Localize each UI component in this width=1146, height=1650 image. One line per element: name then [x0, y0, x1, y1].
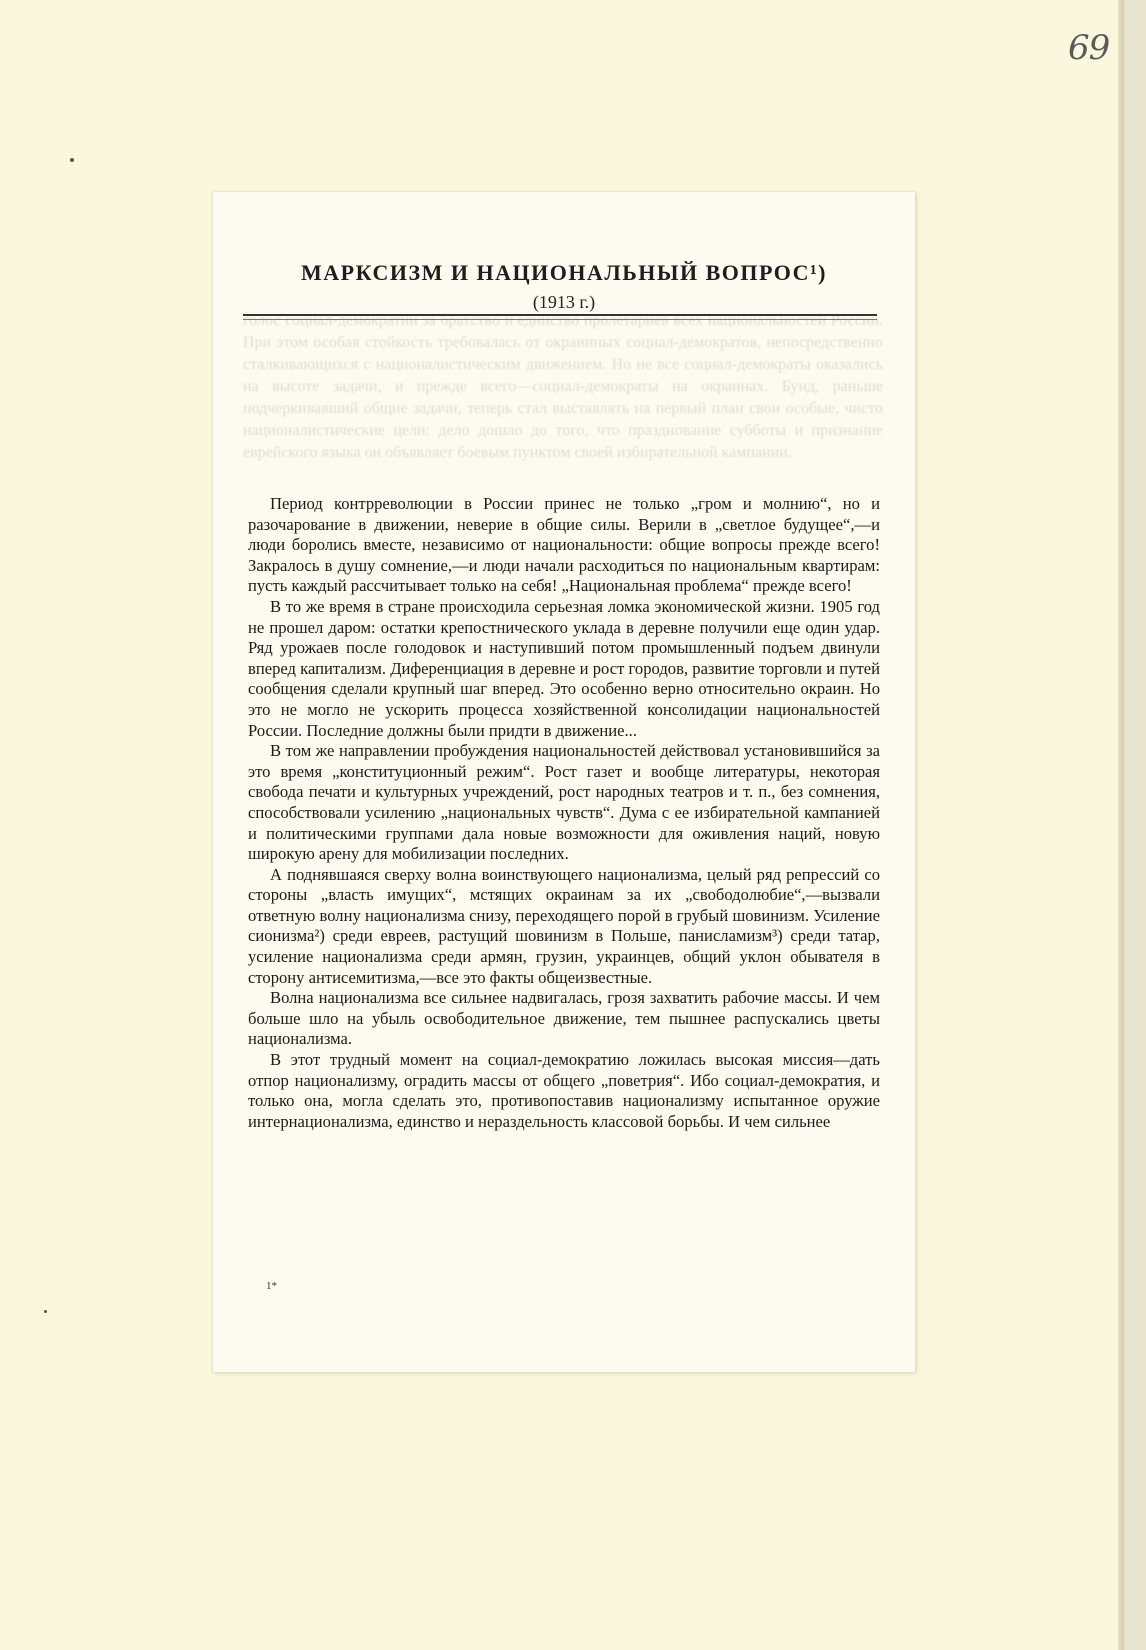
article-title: МАРКСИЗМ И НАЦИОНАЛЬНЫЙ ВОПРОС¹) — [301, 260, 827, 285]
signature-mark: 1* — [266, 1280, 277, 1292]
paragraph: В том же направлении пробуждения национальностей действовал установившийся за это время „конституционный режим“. Рост газет и вообще литературы, некоторая свобода печати и культурных учреждений, рост народных театров и т. п., без сомнения, способствовали усилению „национальных чувств“. Дума с ее избирательной кампанией и политическими группами дала новые возможности для оживления наций, новую широкую арену для мобилизации последних. — [248, 741, 880, 864]
paragraph: А поднявшаяся сверху волна воинствующего национализма, целый ряд репрессий со стороны „власть имущих“, мстящих окраинам за их „свободолюбие“,—вызвали ответную волну национализма снизу, переходящего порой в грубый шовинизм. Усиление сионизма²) среди евреев, растущий шовинизм в Польше, панисламизм³) среди татар, усиление национализма среди армян, грузин, украинцев, общий уклон обывателя в сторону антисемитизма,—все это факты общеизвестные. — [248, 864, 880, 987]
bleed-through-text: голос социал-демократии за братство и единство пролетариев всех национальностей России. При этом особая стойкость требовалась от окраинных социал-демократов, непосредственно сталкивающихся с националистическим движением. Но не все социал-демократы оказались на высоте задачи, и прежде всего—социал-демократы на окраинах. Бунд, раньше подчеркивавший общие задачи, теперь стал выставлять на первый план свои особые, чисто националистические цели: дело дошло до того, что празднование субботы и признание еврейского языка он объявляет боевым пунктом своей избирательной кампании. — [243, 312, 883, 461]
article-body — [248, 494, 880, 1132]
speck — [70, 158, 74, 162]
paragraph: В этот трудный момент на социал-демократию ложилась высокая миссия—дать отпор национализму, оградить массы от общего „поветрия“. Ибо социал-демократия, и только она, могла сделать это, противопоставив национализму испытанное оружие интернационализма, единство и нераздельность классовой борьбы. И чем сильнее — [248, 1050, 880, 1131]
paragraph: Период контрреволюции в России принес не только „гром и молнию“, но и разочарование в движении, неверие в общие силы. Верили в „светлое будущее“,—и люди боролись вместе, независимо от национальности: общие вопросы прежде всего! Закралось в душу сомнение,—и люди начали расходиться по национальным квартирам: пусть каждый рассчитывает только на себя! „Национальная проблема“ прежде всего! — [248, 494, 880, 596]
paragraph: В то же время в стране происходила серьезная ломка экономической жизни. 1905 год не прошел даром: остатки крепостнического уклада в деревне получили еще один удар. Ряд урожаев после голодовок и наступивший потом промышленный подъем двинули вперед капитализм. Диференциация в деревне и рост городов, развитие торговли и путей сообщения сделали крупный шаг вперед. Это особенно верно относительно окраин. Но это не могло не ускорить процесса хозяйственной консолидации национальностей России. Последние должны были придти в движение... — [248, 596, 880, 740]
pasted-page — [213, 192, 915, 1372]
article-year: (1913 г.) — [532, 292, 596, 312]
archive-page-number: 69 — [1068, 28, 1110, 68]
title-rule — [243, 314, 877, 316]
speck — [44, 1310, 47, 1313]
title-rule-thin — [243, 319, 877, 320]
paragraph: Волна национализма все сильнее надвигалась, грозя захватить рабочие массы. И чем больше шло на убыль освободительное движение, тем пышнее распускались цветы национализма. — [248, 988, 880, 1049]
